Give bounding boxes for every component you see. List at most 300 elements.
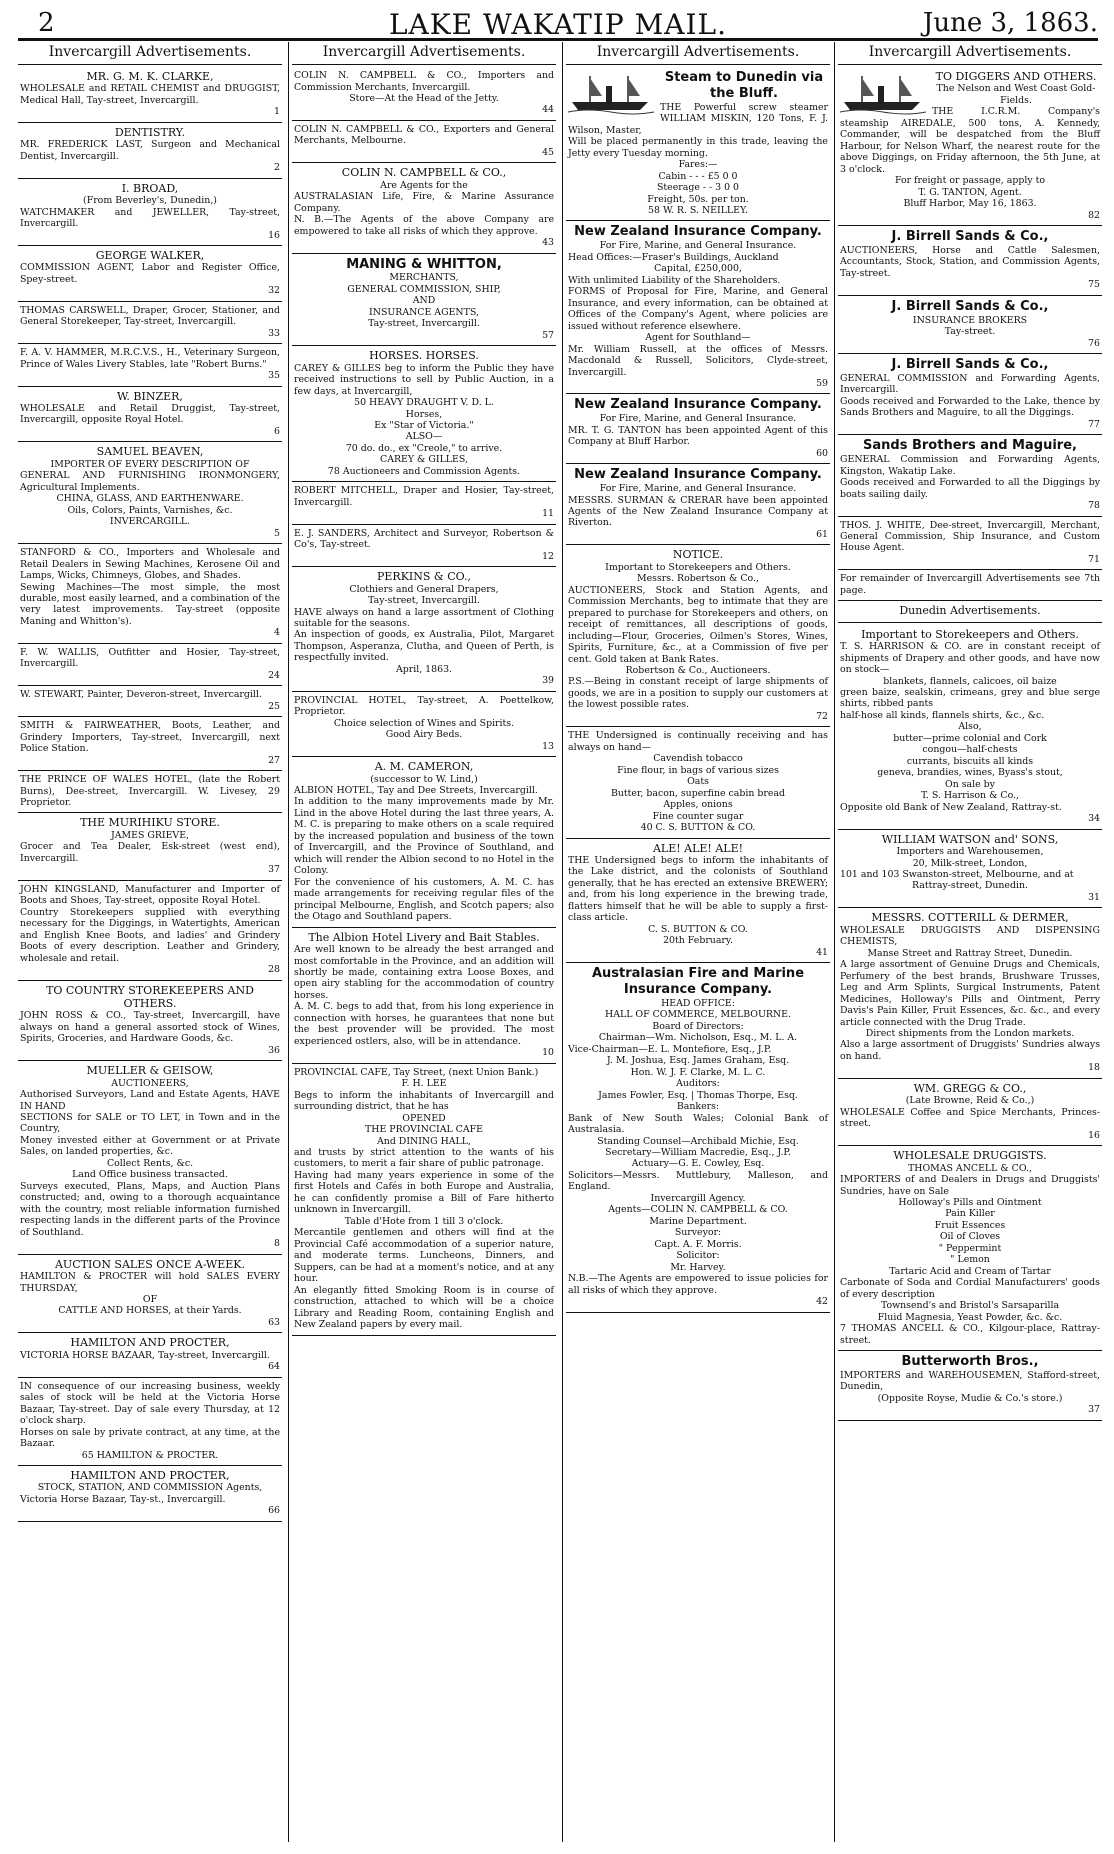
ad-number: 12	[542, 550, 554, 562]
ad-text: VICTORIA HORSE BAZAAR, Tay-street, Invercargill.	[20, 1349, 270, 1361]
ad-text: GENERAL Commission and Forwarding Agents, Kingston, Wakatip Lake.	[840, 454, 1100, 477]
ad-text: THE I.C.R.M. Company's steamship AIREDALE, 500 tons, A. Kennedy, Commander, will be despatched from the Bluff Harbour, for Nelson Wharf, the nearest route for the above Diggings, on Friday afternoon, the 5th June, at 3 o'clock.	[840, 106, 1100, 175]
ad-text: Carbonate of Soda and Cordial Manufacturers' goods of every description	[840, 1277, 1100, 1300]
ad-text: Cavendish tobacco	[653, 753, 743, 765]
ad-heading: COLIN N. CAMPBELL & CO., Exporters and General Merchants, Melbourne.	[294, 123, 554, 147]
advertisement	[838, 1079, 1102, 1146]
ad-text: GENERAL COMMISSION and Forwarding Agents, Invercargill.	[840, 372, 1100, 396]
ad-heading: A. M. CAMERON,	[374, 760, 474, 774]
ad-heading: Dunedin Advertisements.	[899, 604, 1041, 618]
ad-text: Surveys executed, Plans, Maps, and Auction Plans constructed; and, owing to a thorough acquaintance with the country, most reliable information furnished respecting lands in the different parts of the Province of Southland.	[20, 1180, 280, 1238]
masthead	[18, 6, 1098, 41]
advertisement	[18, 981, 282, 1062]
advertisement	[838, 908, 1102, 1079]
ad-text: 40 C. S. BUTTON & CO.	[640, 822, 756, 834]
ad-heading: NOTICE.	[672, 548, 724, 562]
advertisement	[838, 1351, 1102, 1421]
ad-text: Bankers:	[676, 1101, 720, 1113]
ad-number: 4	[274, 627, 280, 639]
column-4	[838, 42, 1102, 1842]
ad-text: Mr. Harvey.	[670, 1261, 726, 1273]
ad-heading: PROVINCIAL CAFE, Tay Street, (next Union Bank.)	[294, 1066, 539, 1078]
advertisement	[838, 435, 1102, 516]
ad-number: 37	[268, 864, 280, 876]
ad-heading: STANFORD & CO., Importers and Wholesale and Retail Dealers in Sewing Machines, Kerosene Oil and Lamps, Wicks, Chimneys, Globes, and Shades.	[20, 547, 280, 582]
advertisement	[292, 121, 556, 163]
ad-text: 7 THOMAS ANCELL & CO., Kilgour-place, Rattray-street.	[840, 1323, 1100, 1346]
ad-text: Surveyor:	[674, 1227, 722, 1239]
ad-text: " Peppermint	[938, 1242, 1002, 1254]
ad-text: T. G. TANTON, Agent.	[918, 186, 1022, 198]
ad-text: green baize, sealskin, crimeans, grey and blue serge shirts, ribbed pants	[840, 687, 1100, 710]
advertisement	[18, 123, 282, 179]
ad-text: 101 and 103 Swanston-street, Melbourne, and at	[840, 868, 1074, 880]
ad-heading: I. BROAD,	[121, 181, 179, 195]
ad-text: INVERCARGILL.	[109, 516, 191, 528]
advertisement	[18, 644, 282, 686]
ad-text: JAMES GRIEVE,	[110, 829, 190, 841]
ad-text: JOHN ROSS & CO., Tay-street, Invercargill, have always on hand a general assorted stock of Wines, Spirits, Groceries, and Hardware Goods, &c.	[20, 1010, 280, 1045]
ad-text: Bank of New South Wales; Colonial Bank of Australasia.	[568, 1112, 828, 1136]
advertisement	[292, 482, 556, 524]
ad-text: HEAD OFFICE:	[661, 997, 735, 1009]
column-heading: Invercargill Advertisements.	[18, 42, 282, 65]
ad-number: 16	[1088, 1129, 1100, 1141]
ad-text: OPENED	[402, 1112, 446, 1124]
ad-text: GENERAL COMMISSION, SHIP,	[347, 283, 501, 295]
ad-text: Land Office business transacted.	[72, 1169, 228, 1181]
ad-number: 2	[274, 162, 280, 174]
ad-text: For the convenience of his customers, A. M. C. has made arrangements for receiving regular files of the principal Melbourne, English, and Scotch papers; also the Otago and Southland papers.	[294, 876, 554, 923]
ad-text: Collect Rents, &c.	[106, 1157, 194, 1169]
ad-text: AUSTRALASIAN Life, Fire, & Marine Assurance Company.	[294, 191, 554, 214]
ad-text: Horses,	[405, 408, 443, 420]
ad-text: Cabin - - - £5 0 0	[658, 170, 738, 182]
ad-number: 77	[1088, 418, 1100, 430]
ad-text: Manse Street and Rattray Street, Dunedin.	[867, 947, 1073, 959]
advertisement	[566, 727, 830, 838]
ad-number: 71	[1088, 553, 1100, 565]
ad-text: T. S. Harrison & Co.,	[920, 790, 1020, 802]
masthead-rule	[18, 38, 1098, 41]
advertisement	[838, 67, 1102, 226]
ad-text: Vice-Chairman—E. L. Montefiore, Esq., J.P.	[568, 1043, 772, 1055]
steamship-icon	[568, 70, 654, 116]
ad-number: 78	[1088, 500, 1100, 512]
steamship-icon	[840, 70, 926, 116]
ad-text: Mr. William Russell, at the offices of Messrs. Macdonald & Russell, Solicitors, Clyde-street, Invercargill.	[568, 343, 828, 378]
ad-heading: THOMAS CARSWELL, Draper, Grocer, Stationer, and General Storekeeper, Tay-street, Invercargill.	[20, 304, 280, 328]
ad-heading: New Zealand Insurance Company.	[574, 397, 822, 413]
ad-number: 60	[816, 447, 828, 459]
ad-text: HAVE always on hand a large assortment of Clothing suitable for the seasons.	[294, 606, 554, 629]
ad-text: Pain Killer	[945, 1208, 995, 1220]
ad-heading: E. J. SANDERS, Architect and Surveyor, Robertson & Co's, Tay-street.	[294, 527, 554, 551]
ad-text: SECTIONS for SALE or TO LET, in Town and in the Country,	[20, 1112, 280, 1135]
column-heading: Invercargill Advertisements.	[838, 42, 1102, 65]
ad-number: 18	[1088, 1062, 1100, 1074]
advertisement	[18, 1061, 282, 1254]
ad-heading: Steam to Dunedin via the Bluff.	[664, 70, 824, 101]
ad-text: Robertson & Co., Auctioneers.	[625, 665, 771, 676]
ad-text: Are Agents for the	[380, 179, 468, 191]
ad-text: Clothiers and General Drapers,	[349, 583, 499, 595]
ad-text: Are well known to be already the best arranged and most comfortable in the Province, and an addition will shortly be made, containing extra Loose Boxes, and open airy stabling for the accommodation of country horses.	[294, 944, 554, 1001]
ad-text: OF	[142, 1293, 158, 1305]
ad-text: Standing Counsel—Archibald Michie, Esq.	[597, 1135, 799, 1147]
ad-text: A large assortment of Genuine Drugs and Chemicals, Perfumery of the best brands, Brushware Trusses, Leg and Arm Splints, Surgical Instruments, Patent Medicines, Holloway's Pills and Ointment, Perry Davis's Pain Killer, Fruit Essences, &c. &c., and every article connected with the Drug Trade.	[840, 959, 1100, 1028]
ad-text: WHOLESALE and RETAIL CHEMIST and DRUGGIST, Medical Hall, Tay-street, Invercargill.	[20, 83, 280, 106]
ad-number: 11	[542, 508, 554, 520]
ad-text: CHINA, GLASS, AND EARTHENWARE.	[56, 493, 244, 505]
ad-text: Begs to inform the inhabitants of Invercargill and surrounding district, that he has	[294, 1089, 554, 1113]
ad-text: Goods received and Forwarded to the Lake, thence by Sands Brothers and Maguire, to all the Diggings.	[840, 395, 1100, 419]
ad-number: 33	[268, 327, 280, 339]
ad-text: In addition to the many improvements made by Mr. Lind in the above Hotel during the last three years, A. M. C. is preparing to make others on a scale required by the increased population and business of the town of Invercargill, and the Province of Southland, and which will render the Albion second to no Hotel in the Colony.	[294, 796, 554, 877]
advertisement	[292, 757, 556, 928]
ad-number: 25	[268, 700, 280, 712]
ad-text: 78 Auctioneers and Commission Agents.	[327, 465, 521, 477]
ad-heading: PERKINS & CO.,	[376, 570, 471, 584]
ad-heading: W. BINZER,	[117, 389, 183, 403]
ad-heading: WILLIAM WATSON and' SONS,	[881, 832, 1059, 846]
ad-text: 65 HAMILTON & PROCTER.	[81, 1449, 219, 1461]
ad-number: 61	[816, 528, 828, 540]
ad-text: IMPORTERS of and Dealers in Drugs and Druggists' Sundries, have on Sale	[840, 1174, 1100, 1197]
ad-text: For Fire, Marine, and General Insurance.	[599, 483, 797, 495]
advertisement	[566, 963, 830, 1312]
ad-number: 41	[816, 946, 828, 958]
ad-text: Goods received and Forwarded to all the Diggings by boats sailing daily.	[840, 477, 1100, 500]
ad-heading: GEORGE WALKER,	[95, 248, 205, 262]
ad-text: Hon. W. J. F. Clarke, M. L. C.	[630, 1066, 766, 1078]
ad-text: Sewing Machines—The most simple, the most durable, most easily learned, and a combination of the very latest improvements. Tay-street (opposite Maning and Whitton's).	[20, 581, 280, 627]
ad-text: Tay-street.	[944, 326, 996, 338]
ad-text: Fine counter sugar	[652, 810, 744, 822]
advertisement	[18, 387, 282, 443]
column-heading: Invercargill Advertisements.	[566, 42, 830, 65]
ad-heading: THE MURIHIKU STORE.	[80, 816, 220, 830]
ad-text: For Fire, Marine, and General Insurance.	[599, 413, 797, 425]
ad-text: Important to Storekeepers and Others.	[605, 561, 791, 573]
advertisement	[18, 1255, 282, 1334]
advertisement	[566, 839, 830, 964]
ad-number: 63	[268, 1316, 280, 1328]
ad-text: THOMAS ANCELL & CO.,	[908, 1162, 1032, 1174]
ad-number: 42	[816, 1296, 828, 1308]
ad-number: 13	[542, 740, 554, 752]
ad-text: congou—half-chests	[922, 744, 1018, 756]
column-2	[292, 42, 556, 1842]
advertisement	[838, 296, 1102, 354]
ad-text: and trusts by strict attention to the wants of his customers, to merit a fair share of public patronage.	[294, 1147, 554, 1170]
advertisement	[18, 179, 282, 246]
ad-text: P.S.—Being in constant receipt of large shipments of goods, we are in a position to supply our customers at the lowest possible rates.	[568, 676, 828, 711]
ad-text: AND	[412, 295, 436, 307]
ad-heading: WHOLESALE DRUGGISTS.	[893, 1149, 1047, 1163]
ad-text: Rattray-street, Dunedin.	[912, 880, 1028, 892]
advertisement	[18, 302, 282, 344]
ad-text: Messrs. Robertson & Co.,	[637, 573, 759, 585]
ad-number: 10	[542, 1047, 554, 1059]
ad-number: 37	[1088, 1404, 1100, 1416]
ad-text: Grocer and Tea Dealer, Esk-street (west end), Invercargill.	[20, 841, 280, 864]
ad-text: Tartaric Acid and Cream of Tartar	[889, 1265, 1051, 1277]
ad-text: (Opposite Royse, Mudie & Co.'s store.)	[877, 1392, 1063, 1404]
ad-text: Authorised Surveyors, Land and Estate Agents, HAVE IN HAND	[20, 1089, 280, 1112]
ad-heading: TO DIGGERS AND OTHERS.	[935, 70, 1097, 84]
ad-text: Fluid Magnesia, Yeast Powder, &c. &c.	[877, 1311, 1063, 1323]
ad-text: J. M. Joshua, Esq. James Graham, Esq.	[606, 1055, 790, 1067]
ad-text: Money invested either at Government or at Private Sales, on landed properties, &c.	[20, 1134, 280, 1158]
advertisement	[566, 545, 830, 727]
ad-text: WATCHMAKER and JEWELLER, Tay-street, Invercargill.	[20, 206, 280, 230]
ad-number: 44	[542, 104, 554, 116]
ad-text: Store—At the Head of the Jetty.	[349, 93, 499, 105]
advertisement	[838, 1146, 1102, 1351]
ad-heading: F. W. WALLIS, Outfitter and Hosier, Tay-street, Invercargill.	[20, 646, 280, 670]
ad-text: Secretary—William Macredie, Esq., J.P.	[605, 1147, 791, 1158]
ad-text: Holloway's Pills and Ointment	[898, 1196, 1042, 1208]
ad-heading: MESSRS. COTTERILL & DERMER,	[871, 911, 1069, 925]
ad-text: With unlimited Liability of the Shareholders.	[568, 274, 781, 286]
ad-text: Capt. A. F. Morris.	[654, 1238, 742, 1250]
ad-text: INSURANCE AGENTS,	[369, 306, 479, 318]
advertisement	[18, 67, 282, 123]
ad-text: HALL OF COMMERCE, MELBOURNE.	[605, 1009, 791, 1021]
advertisement	[292, 567, 556, 692]
ad-text: Board of Directors:	[652, 1020, 744, 1032]
ad-heading: Butterworth Bros.,	[901, 1354, 1039, 1370]
ad-text: Direct shipments from the London markets.	[865, 1028, 1075, 1040]
ad-text: A. M. C. begs to add that, from his long experience in connection with horses, he guarantees that none but the best provender will be provided. The most experienced ostlers, also, will be in attendance.	[294, 1001, 554, 1047]
ad-text: Tay-street, Invercargill.	[368, 318, 480, 330]
ad-text: Having had many years experience in some of the first Hotels and Cafés in both Europe and Australia, he can confidently promise a Bill of Fare hitherto unknown in Invercargill.	[294, 1169, 554, 1216]
ad-text: Country Storekeepers supplied with everything necessary for the Diggings, in Watertights, American and English Knee Boots, and ladies' and Grindery Boots of every description. Leather and Grindery, wholesale and retail.	[20, 906, 280, 964]
ad-number: 66	[268, 1505, 280, 1517]
ad-text: WHOLESALE DRUGGISTS AND DISPENSING CHEMISTS,	[840, 924, 1100, 948]
ad-text: Tay-street, Invercargill.	[368, 595, 480, 607]
ad-heading: AUCTION SALES ONCE A-WEEK.	[54, 1257, 246, 1271]
ad-text: COMMISSION AGENT, Labor and Register Office, Spey-street.	[20, 262, 280, 285]
advertisement	[18, 771, 282, 813]
issue-date: June 3, 1863.	[922, 8, 1098, 38]
advertisement	[18, 544, 282, 644]
ad-text: ALBION HOTEL, Tay and Dee Streets, Invercargill.	[294, 785, 538, 796]
ad-number: 6	[274, 425, 280, 437]
ad-text: MR. FREDERICK LAST, Surgeon and Mechanical Dentist, Invercargill.	[20, 139, 280, 162]
advertisement	[18, 1333, 282, 1377]
ad-text: N. B.—The Agents of the above Company are empowered to take all risks of which they approve.	[294, 214, 554, 237]
column-3	[566, 42, 830, 1842]
advertisement	[292, 346, 556, 482]
ad-number: 8	[274, 1238, 280, 1250]
ad-text: ALSO—	[405, 431, 443, 443]
ad-text: Importers and Warehousemen,	[896, 846, 1044, 858]
ad-number: 36	[268, 1044, 280, 1056]
ad-text: (From Beverley's, Dunedin,)	[83, 195, 217, 207]
advertisement	[18, 344, 282, 386]
ad-heading: WM. GREGG & CO.,	[913, 1081, 1027, 1095]
advertisement	[18, 717, 282, 771]
ad-text: And DINING HALL,	[377, 1135, 471, 1147]
advertisement	[292, 254, 556, 347]
ad-text: Good Airy Beds.	[385, 729, 463, 741]
advertisement	[566, 464, 830, 545]
ad-number: 32	[268, 285, 280, 297]
ad-heading: The Albion Hotel Livery and Bait Stables.	[308, 930, 540, 944]
ad-heading: For remainder of Invercargill Advertisements see 7th page.	[840, 573, 1100, 596]
ad-text: 50 HEAVY DRAUGHT V. D. L.	[354, 397, 494, 409]
ad-text: Freight, 50s. per ton.	[647, 193, 749, 205]
advertisement	[292, 928, 556, 1064]
ad-text: half-hose all kinds, flannels shirts, &c., &c.	[840, 709, 1045, 721]
ad-text: geneva, brandies, wines, Byass's stout,	[877, 767, 1063, 779]
ad-text: AUCTIONEERS, Horse and Cattle Salesmen, Accountants, Stock, Station, and Commission Agents, Tay-street.	[840, 244, 1100, 279]
ad-text: butter—prime colonial and Cork	[893, 732, 1047, 744]
ad-heading: MANING & WHITTON,	[346, 256, 502, 272]
ad-text: 20th February.	[663, 935, 733, 947]
ad-text: For Fire, Marine, and General Insurance.	[599, 240, 797, 252]
ad-heading: HAMILTON AND PROCTER,	[70, 1336, 230, 1350]
ad-heading: TO COUNTRY STOREKEEPERS AND OTHERS.	[46, 983, 254, 1010]
column-divider	[834, 42, 835, 1842]
ad-text: Fine flour, in bags of various sizes	[617, 764, 779, 776]
advertisement	[838, 226, 1102, 296]
ad-text: currants, biscuits all kinds	[906, 755, 1034, 767]
ad-text: CATTLE AND HORSES, at their Yards.	[58, 1305, 242, 1317]
advertisement	[18, 813, 282, 880]
ad-heading: Sands Brothers and Maguire,	[863, 438, 1077, 454]
ad-text: INSURANCE BROKERS	[912, 314, 1028, 326]
advertisement	[838, 517, 1102, 571]
ad-text: The Nelson and West Coast Gold-Fields.	[936, 83, 1096, 106]
ad-text: Opposite old Bank of New Zealand, Rattray-st.	[840, 801, 1062, 813]
ad-text: WHOLESALE Coffee and Spice Merchants, Princes-street.	[840, 1106, 1100, 1130]
ad-text: (Late Browne, Reid & Co.,)	[905, 1095, 1035, 1107]
ad-text: AUCTIONEERS, Stock and Station Agents, and Commission Merchants, beg to intimate that they are prepared to purchase for Storekeepers and others, on receipt of remittances, all descriptions of goods, including—Flour, Groceries, Oilmen's Stores, Wines, Spirits, Furniture, &c., at a Commission of five per cent. Gold taken at Bank Rates.	[568, 584, 828, 665]
ad-heading: IN consequence of our increasing business, weekly sales of stock will be held at the Victoria Horse Bazaar, Tay-street. Day of sale every Thursday, at 12 o'clock sharp.	[20, 1380, 280, 1427]
ad-text: Bluff Harbor, May 16, 1863.	[903, 198, 1037, 210]
advertisement	[566, 67, 830, 221]
ad-text: Solicitors—Messrs. Muttlebury, Malleson, and England.	[568, 1169, 828, 1193]
ad-text: CAREY & GILLES,	[380, 454, 468, 466]
ad-heading: J. Birrell Sands & Co.,	[891, 229, 1049, 245]
advertisement	[292, 67, 556, 121]
ad-number: 35	[268, 370, 280, 382]
ad-text: IMPORTER OF EVERY DESCRIPTION OF	[50, 458, 250, 470]
advertisement	[18, 1466, 282, 1522]
ad-heading: HAMILTON AND PROCTER,	[70, 1469, 230, 1483]
ad-heading: MR. G. M. K. CLARKE,	[86, 70, 214, 84]
ad-text: Oils, Colors, Paints, Varnishes, &c.	[67, 504, 233, 516]
ad-text: MERCHANTS,	[389, 272, 459, 284]
ad-text: Oats	[687, 776, 709, 788]
ad-number: 64	[268, 1361, 280, 1373]
ad-heading: MUELLER & GEISOW,	[86, 1064, 214, 1078]
ad-text: Agents—COLIN N. CAMPBELL & CO.	[608, 1204, 788, 1216]
column-divider	[288, 42, 289, 1842]
ad-text: Steerage - - 3 0 0	[656, 182, 740, 194]
column-divider	[562, 42, 563, 1842]
ad-number: 72	[816, 710, 828, 722]
ad-text: An inspection of goods, ex Australia, Pilot, Margaret Thompson, Asperanza, Clutha, and Queen of Perth, is respectfully invited.	[294, 629, 554, 664]
section-heading	[838, 601, 1102, 622]
advertisement	[18, 881, 282, 981]
ad-number: 39	[542, 675, 554, 687]
ad-heading: ALE! ALE! ALE!	[652, 841, 744, 855]
advertisement	[292, 163, 556, 253]
ad-number: 76	[1088, 337, 1100, 349]
ad-heading: THE PRINCE OF WALES HOTEL, (late the Robert Burns), Dee-street, Invercargill. W. Livesey, 29 Proprietor.	[20, 774, 280, 809]
ad-text: WHOLESALE and Retail Druggist, Tay-street, Invercargill, opposite Royal Hotel.	[20, 403, 280, 426]
ad-text: N.B.—The Agents are empowered to issue policies for all risks of which they approve.	[568, 1273, 828, 1296]
ad-number: 43	[542, 237, 554, 249]
ad-heading: JOHN KINGSLAND, Manufacturer and Importer of Boots and Shoes, Tay-street, opposite Royal Hotel.	[20, 883, 280, 907]
ad-text: Chairman—Wm. Nicholson, Esq., M. L. A.	[598, 1032, 798, 1044]
page-number: 2	[38, 8, 55, 38]
ad-text: MESSRS. SURMAN & CRERAR have been appointed Agents of the New Zealand Insurance Company at Riverton.	[568, 494, 828, 529]
ad-number: 31	[1088, 891, 1100, 903]
advertisement	[18, 686, 282, 717]
column-1	[18, 42, 282, 1842]
ad-text: Head Offices:—Fraser's Buildings, Auckland	[568, 251, 779, 263]
ad-text: Horses on sale by private contract, at any time, at the Bazaar.	[20, 1426, 280, 1450]
ad-text: Townsend's and Bristol's Sarsaparilla	[880, 1300, 1060, 1312]
ad-number: 24	[268, 669, 280, 681]
ad-text: Agent for Southland—	[645, 332, 751, 344]
ad-heading: F. A. V. HAMMER, M.R.C.V.S., H., Veterinary Surgeon, Prince of Wales Livery Stables, late "Robert Burns."	[20, 347, 280, 370]
ad-text: F. H. LEE	[401, 1078, 447, 1090]
ad-text: (successor to W. Lind,)	[370, 773, 478, 785]
ad-text: GENERAL AND FURNISHING IRONMONGERY, Agricultural Implements.	[20, 470, 280, 493]
ad-heading: DENTISTRY.	[114, 125, 186, 139]
ad-number: 27	[268, 754, 280, 766]
ad-number: 57	[542, 329, 554, 341]
columns	[18, 42, 1098, 1842]
ad-heading: HORSES. HORSES.	[369, 349, 479, 363]
newspaper-title: LAKE WAKATIP MAIL.	[388, 8, 728, 41]
ad-text: CAREY & GILLES beg to inform the Public they have received instructions to sell by Public Auction, in a few days, at Invercargill,	[294, 362, 554, 397]
ad-number: 82	[1088, 209, 1100, 221]
ad-text: THE Powerful screw steamer WILLIAM MISKIN, 120 Tons, F. J. Wilson, Master,	[568, 101, 828, 136]
ad-text: " Lemon	[950, 1254, 990, 1266]
ad-text: FORMS of Proposal for Fire, Marine, and General Insurance, and every information, can be obtained at Offices of the Company's Agent, where policies are issued without reference elsewhere.	[568, 286, 828, 332]
ad-text: AUCTIONEERS,	[111, 1077, 189, 1089]
ad-text: Solicitor:	[676, 1250, 720, 1262]
ad-text: Will be placed permanently in this trade, leaving the Jetty every Tuesday morning.	[568, 136, 828, 159]
ad-heading: Australasian Fire and Marine Insurance Company.	[591, 966, 805, 998]
ad-text: Capital, £250,000,	[654, 263, 742, 275]
ad-number: 1	[274, 106, 280, 118]
ad-heading: J. Birrell Sands & Co.,	[891, 357, 1049, 373]
ad-text: Actuary—G. E. Cowley, Esq.	[631, 1158, 765, 1170]
ad-heading: W. STEWART, Painter, Deveron-street, Invercargill.	[20, 689, 262, 701]
advertisement	[292, 1064, 556, 1336]
ad-text: Also a large assortment of Druggists' Sundries always on hand.	[840, 1039, 1100, 1062]
advertisement	[838, 354, 1102, 435]
ad-number: 45	[542, 146, 554, 158]
ad-heading: ROBERT MITCHELL, Draper and Hosier, Tay-street, Invercargill.	[294, 485, 554, 508]
ad-text: James Fowler, Esq. | Thomas Thorpe, Esq.	[598, 1089, 798, 1101]
ad-text: Mercantile gentlemen and others will find at the Provincial Café accommodation of a superior nature, and moderate terms. Luncheons, Dinners, and Suppers, can be had at a moment's notice, and at any hour.	[294, 1227, 554, 1285]
ad-heading: New Zealand Insurance Company.	[574, 467, 822, 483]
ad-text: On sale by	[945, 778, 995, 790]
ad-text: Butter, bacon, superfine cabin bread	[610, 787, 786, 799]
ad-text: MR. T. G. TANTON has been appointed Agent of this Company at Bluff Harbor.	[568, 424, 828, 448]
column-heading: Invercargill Advertisements.	[292, 42, 556, 65]
advertisement	[292, 525, 556, 567]
